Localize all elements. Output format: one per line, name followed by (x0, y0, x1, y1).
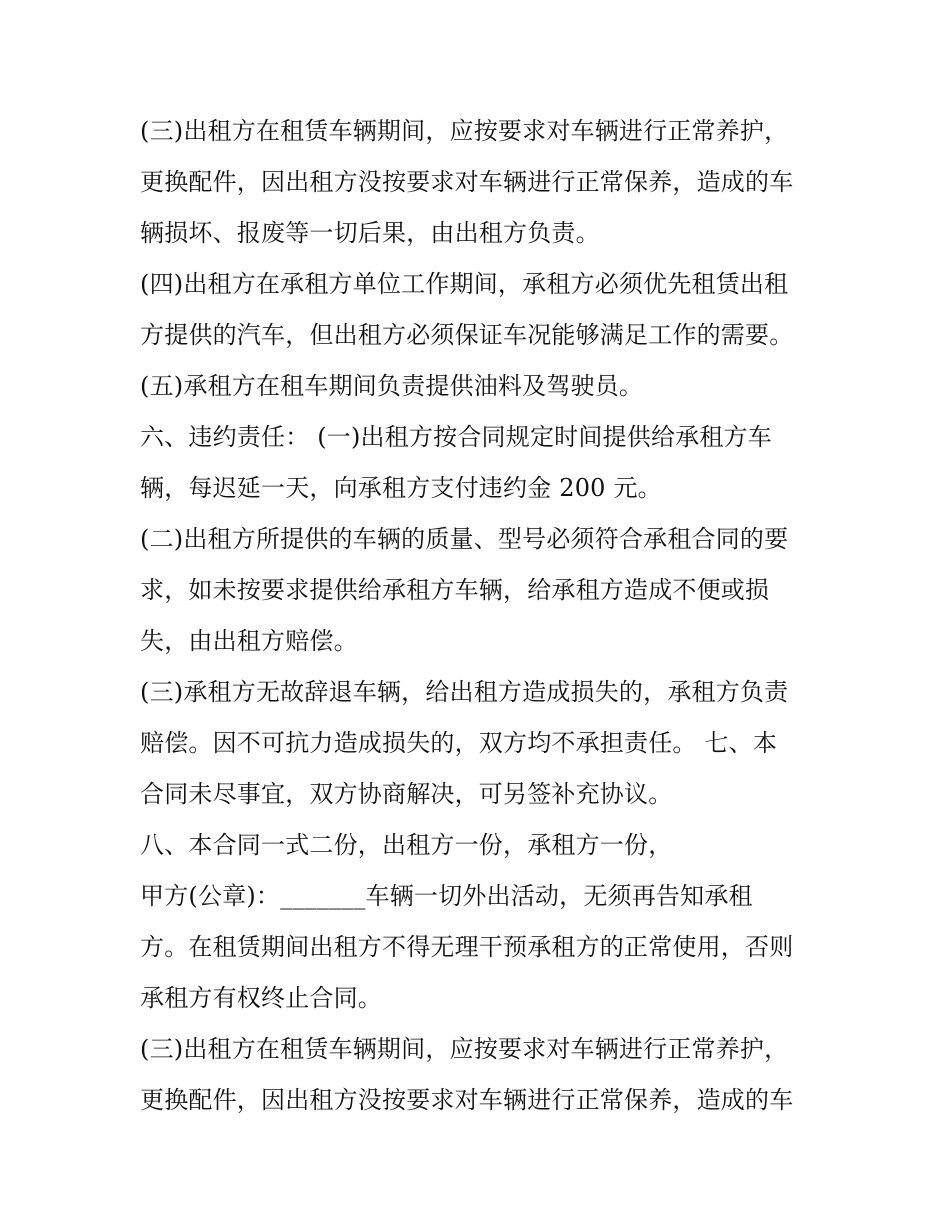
text-line: 辆，每迟延一天，向承租方支付违约金 200 元。 (140, 474, 662, 502)
text-line: 八、本合同一式二份，出租方一份，承租方一份， (140, 831, 673, 859)
text-line: 承租方有权终止合同。 (140, 984, 382, 1012)
text-line: 甲方(公章)：_______车辆一切外出活动，无须再告知承租 (140, 882, 753, 910)
text-line: (四)出租方在承租方单位工作期间，承租方必须优先租赁出租 (140, 270, 789, 298)
text-line: 更换配件，因出租方没按要求对车辆进行正常保养，造成的车 (140, 1086, 794, 1114)
text-line: 合同未尽事宜，双方协商解决，可另签补充协议。 (140, 780, 673, 808)
text-line: 赔偿。因不可抗力造成损失的，双方均不承担责任。 七、本 (140, 729, 778, 757)
text-line: 失，由出租方赔偿。 (140, 627, 358, 655)
text-line: (三)出租方在租赁车辆期间，应按要求对车辆进行正常养护， (140, 1035, 789, 1063)
text-line: 更换配件，因出租方没按要求对车辆进行正常保养，造成的车 (140, 168, 794, 196)
text-line: 六、违约责任： (一)出租方按合同规定时间提供给承租方车 (140, 423, 772, 451)
text-line: 方。在租赁期间出租方不得无理干预承租方的正常使用，否则 (140, 933, 794, 961)
text-line: (三)承租方无故辞退车辆，给出租方造成损失的，承租方负责 (140, 678, 789, 706)
text-line: (三)出租方在租赁车辆期间，应按要求对车辆进行正常养护， (140, 117, 789, 145)
text-line: 方提供的汽车，但出租方必须保证车况能够满足工作的需要。 (140, 321, 794, 349)
contract-body-text (140, 106, 840, 1126)
text-line: (五)承租方在租车期间负责提供油料及驾驶员。 (140, 372, 644, 400)
text-line: (二)出租方所提供的车辆的质量、型号必须符合承租合同的要 (140, 525, 789, 553)
text-line: 求，如未按要求提供给承租方车辆，给承租方造成不便或损 (140, 576, 770, 604)
text-line: 辆损坏、报废等一切后果，由出租方负责。 (140, 219, 600, 247)
